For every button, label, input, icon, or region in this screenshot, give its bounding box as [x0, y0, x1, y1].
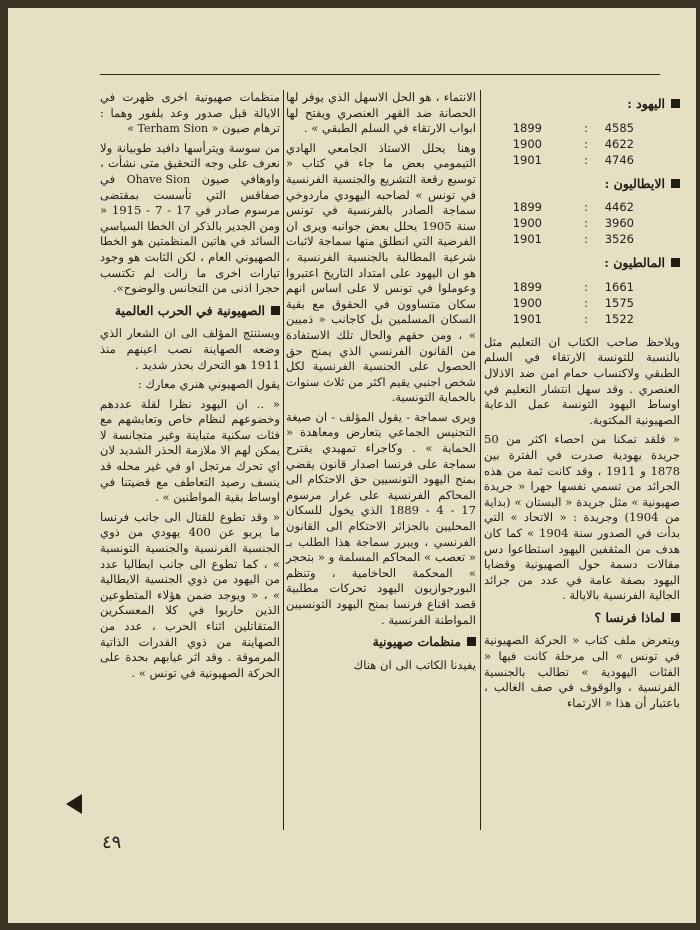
- maltese-population-stats: [504, 279, 680, 327]
- left-column: [100, 90, 280, 685]
- continue-arrow-icon: [66, 794, 82, 814]
- square-bullet-icon: [671, 613, 680, 622]
- paragraph: « وقد تطوع للقتال الى جانب فرنسا ما يربو عن 400 يهودي من ذوي الجنسية الفرنسية والجنسية التونسية » ، كما تطوع الى جانب ايطاليا عدد من اليهود من ذوي الجنسية الايطالية » ، « ويوجد ضمن هؤلاء المتطوعين الذين حاربوا في كلا المعسكرين المتقاتلين اثناء الحرب ، عدد من الصهاينة من ذوي القدرات الذاتية المرموقة . وقد اثر غيابهم بحدة على الحركة الصهيونية في تونس » .: [100, 509, 280, 680]
- paragraph: ويلاحظ صاحب الكتاب ان التعليم مثل بالنسبة للتونسة الارتقاء في السلم الطبقي ولاكتساب حمام امن ضد الاذلال العنصري . وقد سهل انتشار التعليم في اوساط اليهود التونسة عمل الدعاية الصهيونية المكتوبة.: [484, 334, 680, 427]
- middle-column: [286, 90, 476, 677]
- paragraph: ويستنتج المؤلف الى ان الشعار الذي وضعه الصهاينة نصب اعينهم منذ 1911 هو التحرك بحذر شديد .: [100, 326, 280, 372]
- paragraph: الانتماء ، هو الحل الاسهل الذي يوفر لها الحصانة ضد القهر العنصري ويفتح لها ابواب الارتقاء في السلم الطبقي » .: [286, 90, 476, 136]
- jews-population-stats: [504, 120, 680, 168]
- latin-org-name: « Terham Sion »: [127, 122, 219, 136]
- stat-row: 1901 : 3526: [512, 232, 634, 247]
- paragraph: يفيدنا الكاتب الى ان هناك: [353, 657, 476, 672]
- section-heading-jews: اليهود :: [484, 96, 680, 112]
- square-bullet-icon: [671, 99, 680, 108]
- stat-row: 1899 : 4585: [512, 120, 634, 135]
- paragraph: منظمات صهيونية اخرى ظهرت في الايالة قبل صدور وعد بلفور وهما : ترهام صيون « Terham Sion »: [100, 90, 280, 136]
- square-bullet-icon: [271, 306, 280, 315]
- stat-row: 1901 : 4746: [512, 152, 634, 167]
- stat-row: 1900 : 3960: [512, 216, 634, 231]
- paragraph: يقول الصهيوني هنري معارك :: [137, 377, 280, 392]
- paragraph: من سوسة ويترأسها دافيد طوبيانة ولا نعرف على وجه التحقيق متى نشأت ، واوهافي صيون Ohave Sion في صفاقس التي تأسست بمقتضى مرسوم صادر في 17 - 7 - 1915 « ومن الجدير بالذكر ان الخطا السياسي السائد في هاتين المنظمتين هو الخطا الصهيوني العام ، لكن الثابت هو وجود تيارات اخرى ما زالت لم تكتسب حجرا اذنى من التجانس والوضوح».: [100, 140, 281, 296]
- section-heading-why-france: لماذا فرنسا ؟: [484, 610, 680, 626]
- stat-row: 1901 : 1522: [512, 311, 634, 326]
- paragraph: « فلقد تمكنا من احصاء اكثر من 50 جريدة يهودية صدرت في الفترة بين 1878 و 1911 ، وقد كانت ثمة من هذه الجرائد من تسمي نفسها جهرا « جريدة صهيونية » مثل جريدة « البستان » (بداية من 1904) وجريدة : « الاتحاد » التي بدأت في الصدور سنة 1904 » كما كان هدف من المثقفين اليهود استطاعوا دس مقالات دسمة حول الصهيونية وقضايا اليهود بصفة عامة في عدد من جرائد الجالية الفرنسية بالايالة .: [484, 432, 680, 603]
- latin-org-name: Ohave Sion: [126, 172, 191, 186]
- column-divider-left: [283, 90, 284, 830]
- stat-row: 1899 : 1661: [512, 279, 634, 294]
- square-bullet-icon: [671, 179, 680, 188]
- square-bullet-icon: [671, 258, 680, 267]
- column-divider-right: [480, 90, 481, 830]
- section-heading-maltese: المالطيون :: [484, 255, 680, 271]
- section-heading-world-war: الصهيونية في الحرب العالمية: [100, 303, 280, 319]
- square-bullet-icon: [467, 637, 476, 646]
- paragraph: ويتعرض ملف كتاب « الحركة الصهيونية في تونس » الى مرحلة كانت فيها « الفئات اليهودية » تطالب بالجنسية الفرنسية ، والوقوف في صف الغالب ، باعتبار أن هذا « الارتماء: [484, 633, 680, 710]
- stat-row: 1900 : 1575: [512, 295, 634, 310]
- stat-row: 1899 : 4462: [512, 200, 634, 215]
- top-rule: [100, 74, 660, 75]
- paragraph: وهنا يحلل الاستاذ الجامعي الهادي التيمومي بعض ما جاء في كتاب « توسيع رقعة التشريع والجنسية الفرنسية في تونس » لصاحبه اليهودي ماردوخي سماجة الصادر بالفرنسية في تونس سنة 1905 يحلل بعض جوانبه ويرى ان الفرضية التي انطلق منها سماجة لاثبات شرعية المطالبة بالجنسية الفرنسية ، هو ان اليهود على امتداد التاريخ اعتبروا وعوملوا في تونس لا على اساس انهم سكان متساوون في الحقوق مع بقية السكان المسلمين بل كاجانب « ذميين » ، ومن حقهم والحال تلك الاستفادة من القانون الفرنسي الذي يمنح حق الحصول على الجنسية الفرنسية لكل شخص اجنبي يقيم اكثر من ثلاث سنوات بالحماية التونسية.: [286, 140, 476, 405]
- italians-population-stats: [504, 199, 680, 247]
- paragraph: « .. ان اليهود نظرا لقلة عددهم وخضوعهم لنظام خاص وتعايشهم مع فئات سكنية متباينة وغير متجانسة لا يمكن لهم الا ملازمة الحذر الشديد لان اي تحرك مرتجل او في غير محله قد ينسف رصيد التعاطف مع قضيتنا في اوساط بقية المواطنين » .: [100, 396, 280, 505]
- right-column: [484, 90, 680, 715]
- section-heading-zionist-orgs: منظمات صهيونية: [286, 634, 476, 650]
- section-heading-italians: الايطاليون :: [484, 176, 680, 192]
- stat-row: 1900 : 4622: [512, 136, 634, 151]
- paragraph: ويرى سماجة - يقول المؤلف - ان صيغة التجنيس الجماعي يتعارض ومعاهدة « الحماية » . وكاجراء تمهيدي يقترح سماجة على فرنسا اصدار قانون يقضي بمنح اليهود التونسيين حق الاحتكام الى المحاكم الفرنسية على غرار مرسوم 17 - 4 - 1889 الذي يخول للسكان المحليين بالجزائر الاحتكام الى القانون الفرنسي ، ويبرر سماجة هذا الطلب بـ « تعصب » المحاكم المسلمة و « بتحجر » المحكمة الحاخامية ، وتنظم البورجوازيون اليهود تحركات مطلبية قصد اقناع فرنسا بمنح اليهود التونسيين المواطنة الفرنسية .: [286, 409, 477, 627]
- page-number: ٤٩: [102, 832, 122, 853]
